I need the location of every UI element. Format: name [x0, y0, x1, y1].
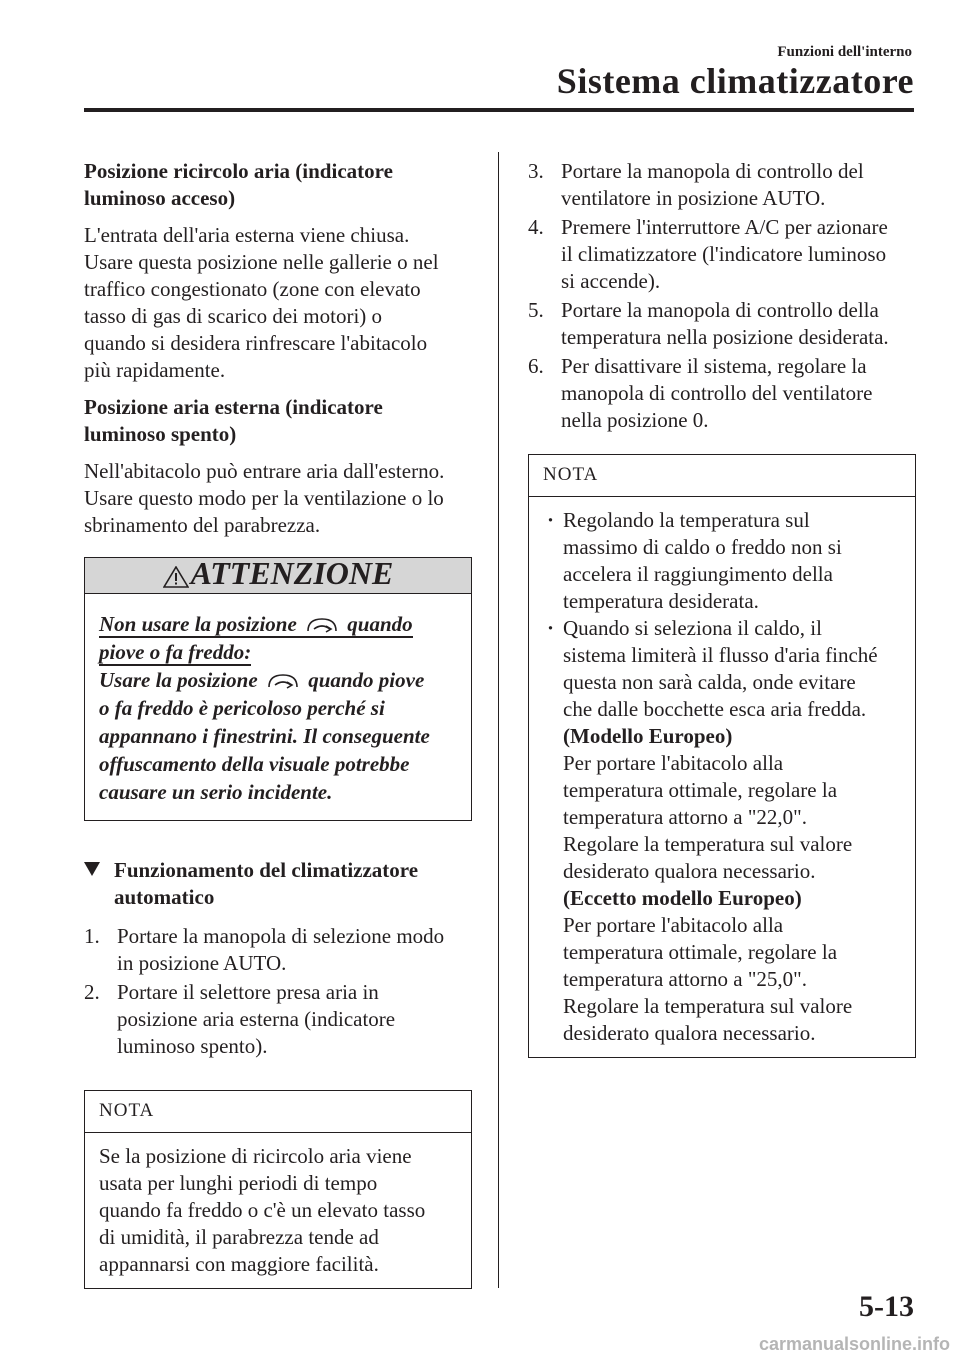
- step-line: il climatizzatore (l'indicatore luminoso: [561, 242, 887, 266]
- note-subheading: (Modello Europeo): [563, 724, 733, 748]
- note-bullets: [543, 507, 901, 1047]
- warning-lead: [99, 612, 413, 638]
- step-number: 4.: [528, 215, 544, 239]
- watermark: carmanualsonline.info: [758, 1334, 950, 1354]
- step-line: ventilatore in posizione AUTO.: [561, 186, 826, 210]
- column-divider: [498, 152, 499, 1288]
- bullet-icon: ·: [547, 616, 555, 640]
- bullet-icon: ·: [547, 508, 555, 532]
- note-line: Per portare l'abitacolo alla: [563, 913, 784, 937]
- recirc-heading-line: luminoso acceso): [84, 186, 236, 210]
- page-number: 5-13: [859, 1290, 914, 1323]
- note-line: che dalle bocchette esca aria fredda.: [563, 697, 867, 721]
- warning-text: Usare la posizione: [99, 668, 258, 692]
- note-line: Se la posizione di ricircolo aria viene: [99, 1144, 412, 1168]
- text-line: tasso di gas di scarico dei motori) o: [84, 304, 383, 328]
- step-line: Per disattivare il sistema, regolare la: [561, 354, 867, 378]
- warning-header: [85, 555, 471, 594]
- step-number: 1.: [84, 924, 100, 948]
- note-subheading: (Eccetto modello Europeo): [563, 886, 802, 910]
- step-line: posizione aria esterna (indicatore: [117, 1007, 396, 1031]
- header-section-label: Funzioni dell'interno: [777, 44, 912, 60]
- list-item: [543, 615, 901, 1047]
- air-recirculation-icon: [304, 614, 340, 634]
- recirc-heading: [84, 158, 472, 212]
- note-line: Quando si seleziona il caldo, il: [563, 616, 822, 640]
- note-line: temperatura desiderata.: [563, 589, 759, 613]
- note-line: quando fa freddo o c'è un elevato tasso: [99, 1198, 426, 1222]
- warning-box: [84, 557, 472, 821]
- warning-lead-text: quando: [347, 612, 413, 636]
- step-line: temperatura nella posizione desiderata.: [561, 325, 889, 349]
- note-line: Regolando la temperatura sul: [563, 508, 810, 532]
- list-item: [84, 923, 472, 977]
- note-line: questa non sarà calda, onde evitare: [563, 670, 856, 694]
- text-line: più rapidamente.: [84, 358, 226, 382]
- outside-air-heading: [84, 394, 472, 448]
- text-line: Nell'abitacolo può entrare aria dall'esterno.: [84, 459, 445, 483]
- note-line: desiderato qualora necessario.: [563, 1021, 816, 1045]
- note-line: temperatura attorno a "25,0".: [563, 967, 807, 991]
- warning-text-line: offuscamento della visuale potrebbe: [99, 752, 410, 776]
- outside-heading-line: luminoso spento): [84, 422, 237, 446]
- step-line: in posizione AUTO.: [117, 951, 287, 975]
- warning-lead-text: Non usare la posizione: [99, 612, 297, 636]
- step-number: 2.: [84, 980, 100, 1004]
- page-title: Sistema climatizzatore: [556, 61, 914, 101]
- note-line: temperatura ottimale, regolare la: [563, 940, 838, 964]
- list-item: [528, 158, 916, 212]
- warning-body: [85, 594, 471, 820]
- step-line: Portare il selettore presa aria in: [117, 980, 379, 1004]
- step-line: manopola di controllo del ventilatore: [561, 381, 873, 405]
- note-line: sistema limiterà il flusso d'aria finché: [563, 643, 878, 667]
- text-line: sbrinamento del parabrezza.: [84, 513, 321, 537]
- note-line: temperatura attorno a "22,0".: [563, 805, 807, 829]
- step-number: 5.: [528, 298, 544, 322]
- list-item: [84, 979, 472, 1060]
- warning-lead-text: piove o fa freddo:: [99, 640, 252, 664]
- text-line: traffico congestionato (zone con elevato: [84, 277, 421, 301]
- step-line: Portare la manopola di controllo della: [561, 298, 879, 322]
- step-number: 3.: [528, 159, 544, 183]
- note-line: appannarsi con maggiore facilità.: [99, 1252, 379, 1276]
- down-triangle-icon: [84, 862, 100, 876]
- step-number: 6.: [528, 354, 544, 378]
- note-line: usata per lunghi periodi di tempo: [99, 1171, 378, 1195]
- note-box-right: [528, 454, 916, 1058]
- list-item: [528, 353, 916, 434]
- recirc-heading-line: Posizione ricircolo aria (indicatore: [84, 159, 393, 183]
- recirc-text: [84, 222, 472, 384]
- text-line: Usare questa posizione nelle gallerie o nel: [84, 250, 439, 274]
- steps-list-left: [84, 923, 472, 1060]
- step-line: luminoso spento).: [117, 1034, 268, 1058]
- text-line: L'entrata dell'aria esterna viene chiusa.: [84, 223, 410, 247]
- note-body: [85, 1133, 471, 1288]
- note-title: NOTA: [529, 455, 915, 497]
- warning-triangle-icon: [163, 564, 189, 586]
- note-body: [529, 497, 915, 1057]
- step-line: nella posizione 0.: [561, 408, 709, 432]
- warning-text-line: o fa freddo è pericoloso perché si: [99, 696, 385, 720]
- section-heading-line: automatico: [114, 885, 215, 909]
- list-item: [528, 297, 916, 351]
- step-line: Premere l'interruttore A/C per azionare: [561, 215, 888, 239]
- outside-heading-line: Posizione aria esterna (indicatore: [84, 395, 383, 419]
- note-line: Per portare l'abitacolo alla: [563, 751, 784, 775]
- text-line: quando si desidera rinfrescare l'abitacolo: [84, 331, 428, 355]
- section-heading-line: Funzionamento del climatizzatore: [114, 858, 419, 882]
- auto-section-heading: [84, 857, 472, 911]
- steps-list-right: [528, 158, 916, 434]
- list-item: [543, 507, 901, 615]
- list-item: [528, 214, 916, 295]
- outside-air-text: [84, 458, 472, 539]
- note-title: NOTA: [85, 1091, 471, 1133]
- warning-text-line: appannano i finestrini. Il conseguente: [99, 724, 430, 748]
- warning-text: quando piove: [308, 668, 425, 692]
- note-line: desiderato qualora necessario.: [563, 859, 816, 883]
- text-line: Usare questo modo per la ventilazione o lo: [84, 486, 444, 510]
- step-line: Portare la manopola di selezione modo: [117, 924, 445, 948]
- note-line: accelera il raggiungimento della: [563, 562, 833, 586]
- note-line: Regolare la temperatura sul valore: [563, 994, 853, 1018]
- note-box-left: [84, 1090, 472, 1289]
- note-line: di umidità, il parabrezza tende ad: [99, 1225, 379, 1249]
- note-line: massimo di caldo o freddo non si: [563, 535, 842, 559]
- warning-text-line: causare un serio incidente.: [99, 780, 333, 804]
- right-column: [528, 158, 916, 1058]
- header-rule: [84, 108, 914, 112]
- warning-title: ATTENZIONE: [190, 555, 394, 591]
- note-line: Regolare la temperatura sul valore: [563, 832, 853, 856]
- air-recirculation-icon: [265, 670, 301, 690]
- step-line: si accende).: [561, 269, 661, 293]
- left-column: [84, 158, 472, 1289]
- step-line: Portare la manopola di controllo del: [561, 159, 864, 183]
- note-line: temperatura ottimale, regolare la: [563, 778, 838, 802]
- warning-text-line: [99, 666, 457, 694]
